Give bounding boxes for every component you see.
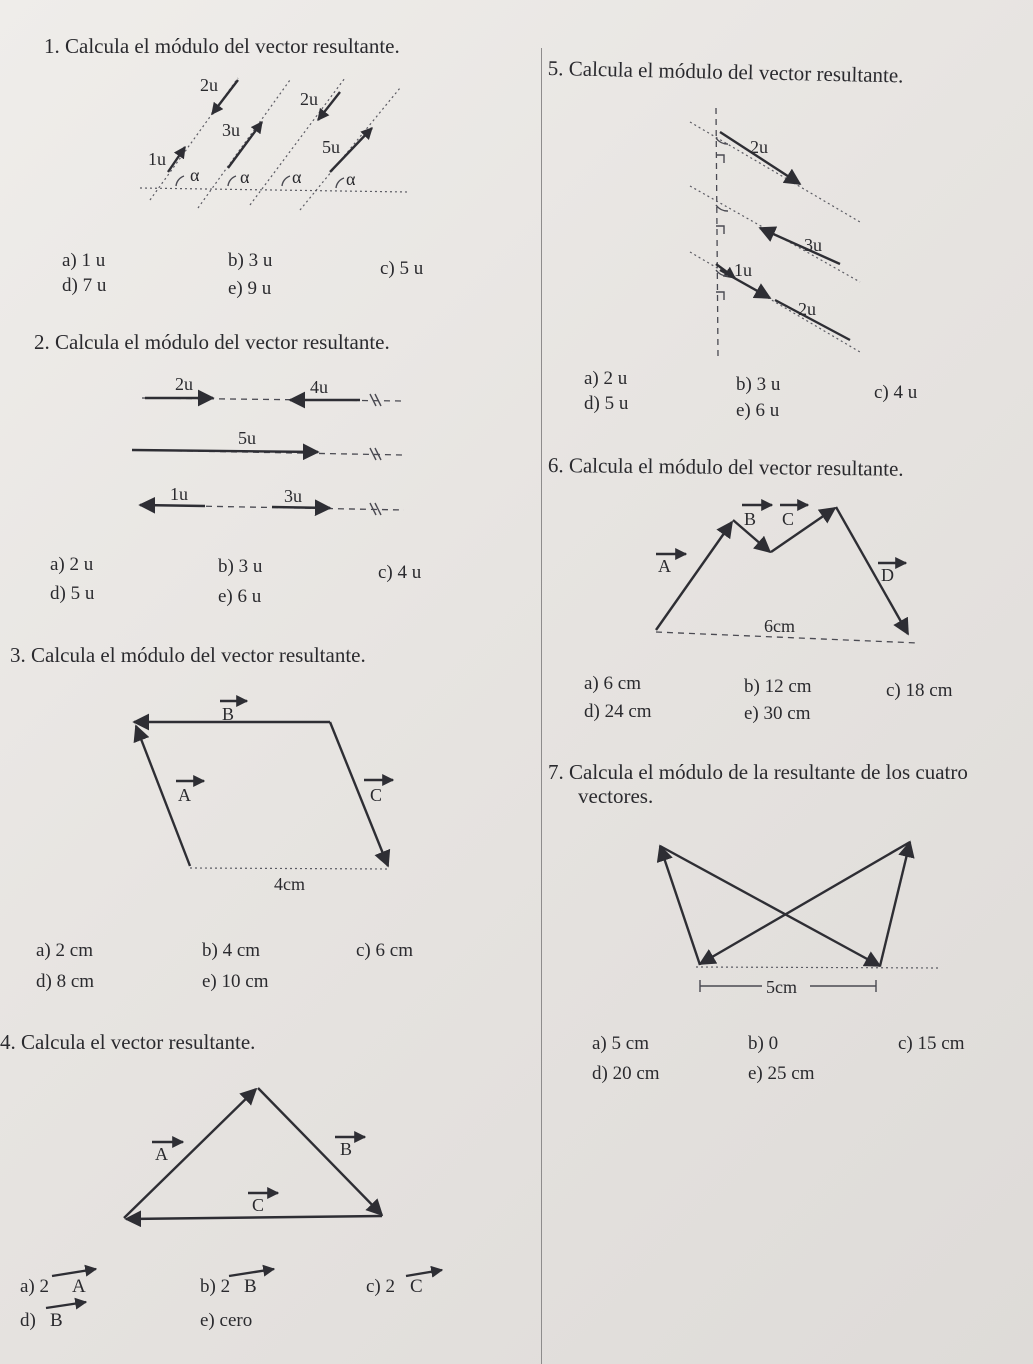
q4-label-C: C [252, 1195, 265, 1215]
q7-diagram [660, 842, 940, 992]
q4-option-c-prefix[interactable]: c) 2 [366, 1276, 396, 1297]
q2-vector-3u [272, 507, 330, 508]
q4-option-e[interactable]: e) cero [200, 1310, 253, 1331]
q5-label-2u-top: 2u [750, 137, 768, 157]
q1-diagram [140, 75, 408, 210]
q1-option-e[interactable]: e) 9 u [228, 278, 272, 299]
q4-option-d-vector[interactable]: B [50, 1310, 63, 1331]
q1-vector-2u-right [318, 92, 340, 120]
q2-vector-1u [140, 505, 205, 506]
q3-diagram [134, 701, 393, 869]
q2-option-e[interactable]: e) 6 u [218, 586, 262, 607]
q1-option-b[interactable]: b) 3 u [228, 250, 273, 271]
q6-label-D: D [881, 565, 894, 585]
q7-option-b[interactable]: b) 0 [748, 1033, 779, 1054]
q2-label-1u: 1u [170, 484, 188, 504]
q5-option-a[interactable]: a) 2 u [584, 368, 628, 389]
q6-option-b[interactable]: b) 12 cm [744, 676, 812, 697]
q1-title: 1. Calcula el módulo del vector resultante. [44, 34, 400, 58]
q6-label-C: C [782, 509, 795, 529]
q5-option-d[interactable]: d) 5 u [584, 393, 629, 414]
q6-option-c[interactable]: c) 18 cm [886, 680, 953, 701]
q6-vector-A [656, 522, 732, 630]
q1-label-1u: 1u [148, 149, 166, 169]
q4-vector-C [126, 1216, 382, 1219]
q3-option-b[interactable]: b) 4 cm [202, 940, 261, 961]
q4-vector-B [258, 1088, 382, 1215]
q1-option-c[interactable]: c) 5 u [380, 258, 424, 279]
q7-title-line-1: 7. Calcula el módulo de la resultante de los cuatro [548, 760, 968, 784]
q3-option-c[interactable]: c) 6 cm [356, 940, 413, 961]
q2-option-c[interactable]: c) 4 u [378, 562, 422, 583]
q4-option-b-vector[interactable]: B [244, 1276, 257, 1297]
q4-label-B: B [340, 1139, 353, 1159]
q2-label-4u: 4u [310, 377, 328, 397]
q5-option-c[interactable]: c) 4 u [874, 382, 918, 403]
q3-option-e[interactable]: e) 10 cm [202, 971, 269, 992]
q4-diagram [46, 1088, 442, 1308]
q4-option-c-vector[interactable]: C [410, 1276, 423, 1297]
q7-vector-3 [700, 842, 910, 964]
q6-vector-C [771, 508, 835, 552]
q5-label-1u: 1u [734, 260, 752, 280]
q2-vector-5u [132, 450, 318, 452]
q4-title: 4. Calcula el vector resultante. [0, 1030, 256, 1054]
q6-label-B: B [744, 509, 757, 529]
q3-label-4cm: 4cm [274, 874, 305, 894]
q6-option-d[interactable]: d) 24 cm [584, 701, 652, 722]
q5-diagram [690, 108, 860, 356]
q3-option-d[interactable]: d) 8 cm [36, 971, 95, 992]
q1-label-2u-right: 2u [300, 89, 318, 109]
q6-title: 6. Calcula el módulo del vector resultante. [547, 453, 904, 481]
q2-option-a[interactable]: a) 2 u [50, 554, 94, 575]
q4-vector-A [124, 1089, 256, 1218]
q1-label-3u: 3u [222, 120, 240, 140]
q5-option-e[interactable]: e) 6 u [736, 400, 780, 421]
q1-alpha-4: α [346, 169, 356, 189]
q4-label-A: A [155, 1144, 168, 1164]
q3-title: 3. Calcula el módulo del vector resultante. [10, 643, 366, 667]
q1-alpha-3: α [292, 167, 302, 187]
q5-title: 5. Calcula el módulo del vector resultante. [547, 56, 904, 88]
q2-option-b[interactable]: b) 3 u [218, 556, 263, 577]
q7-option-a[interactable]: a) 5 cm [592, 1033, 649, 1054]
q2-title: 2. Calcula el módulo del vector resultante. [34, 330, 390, 354]
q5-option-b[interactable]: b) 3 u [736, 374, 781, 395]
q7-vector-1 [660, 846, 880, 966]
q4-option-a-vector[interactable]: A [72, 1276, 86, 1297]
q1-alpha-2: α [240, 167, 250, 187]
q2-label-5u: 5u [238, 428, 256, 448]
q7-option-e[interactable]: e) 25 cm [748, 1063, 815, 1084]
q6-vector-D [836, 507, 908, 634]
q3-label-C: C [370, 785, 383, 805]
q2-label-3u: 3u [284, 486, 302, 506]
q6-label-A: A [658, 556, 671, 576]
q7-option-d[interactable]: d) 20 cm [592, 1063, 660, 1084]
q4-option-b-prefix[interactable]: b) 2 [200, 1276, 231, 1297]
q7-vector-2 [880, 842, 910, 966]
q5-label-3u: 3u [804, 235, 822, 255]
q1-vector-1u [168, 147, 185, 172]
q3-option-a[interactable]: a) 2 cm [36, 940, 93, 961]
q2-option-d[interactable]: d) 5 u [50, 583, 95, 604]
q1-alpha-1: α [190, 165, 200, 185]
q1-label-2u-left: 2u [200, 75, 218, 95]
q3-label-B: B [222, 704, 235, 724]
q5-label-2u-bottom: 2u [798, 299, 816, 319]
q1-option-d[interactable]: d) 7 u [62, 275, 107, 296]
q1-label-5u: 5u [322, 137, 340, 157]
q7-label-5cm: 5cm [766, 977, 797, 997]
q6-option-a[interactable]: a) 6 cm [584, 673, 641, 694]
q4-option-a-prefix[interactable]: a) 2 [20, 1276, 50, 1297]
q1-option-a[interactable]: a) 1 u [62, 250, 106, 271]
q5-vector-3u [760, 228, 840, 264]
q6-option-e[interactable]: e) 30 cm [744, 703, 811, 724]
q2-label-2u: 2u [175, 374, 193, 394]
q7-title-line-2: vectores. [578, 784, 654, 808]
q7-option-c[interactable]: c) 15 cm [898, 1033, 965, 1054]
q4-option-d-prefix[interactable]: d) [20, 1310, 36, 1331]
q3-label-A: A [178, 785, 191, 805]
q6-label-6cm: 6cm [764, 616, 795, 636]
